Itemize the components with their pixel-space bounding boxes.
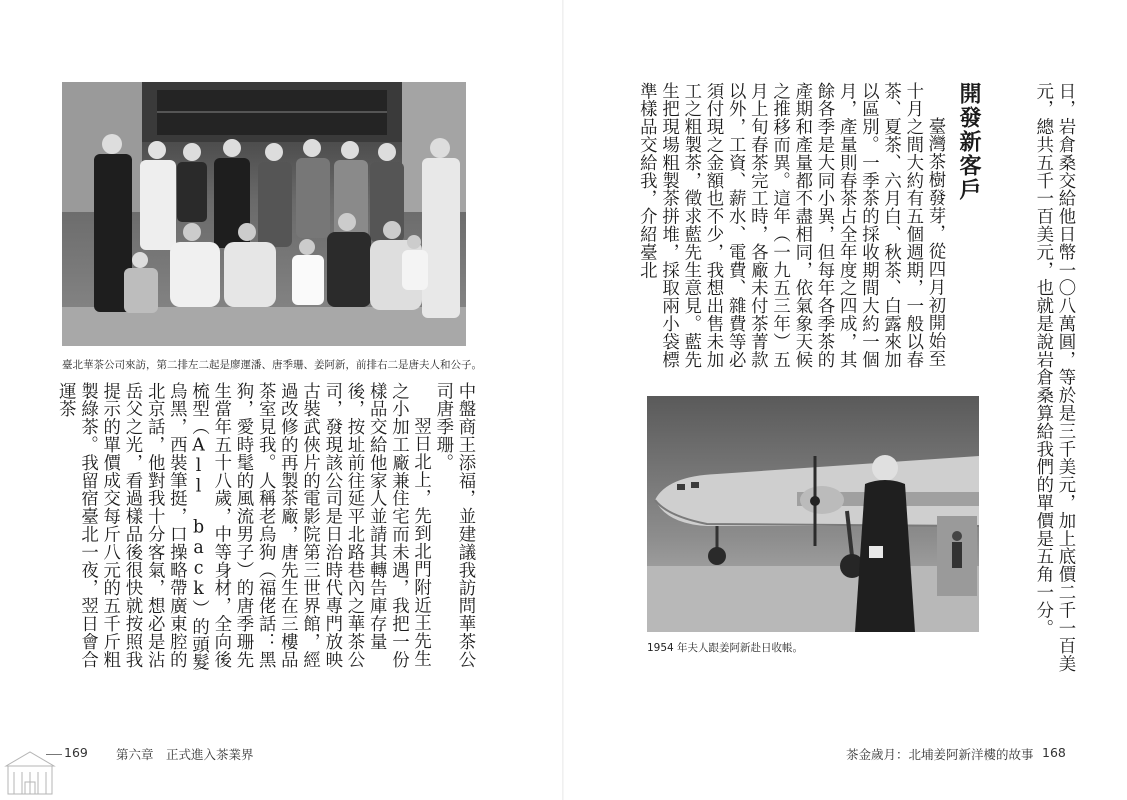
footer-rule-left [46,754,62,755]
right-body-text [636,82,946,382]
left-page [0,0,563,800]
airplane-photo [647,396,979,632]
airplane-photo-caption: 1954 年夫人跟姜阿新赴日收帳。 [647,642,804,654]
right-paragraph: 臺灣茶樹發芽，從四月初開始至十月之間大約有五個週期，一般以春茶、夏茶、六月白、秋茶、白露來加以區別。一季茶的採收期間大約一個月，產量則春茶占全年度之四成，其餘各季是大同小異，但每年各季茶的產期和產量都不盡相同，依氣象天候之推移而異。這年（一九五三年）五月上旬春茶完工時，各廠未付茶菁款以外，工資、薪水、電費、雜費等必須付現之金額也不少，我想出售未加工之粗製茶，徵求藍先生意見。藍先生把現場粗製茶拼堆，採取兩小袋標準樣品交給我，介紹臺北 [636,82,945,369]
building-logo-icon [4,748,56,800]
right-page [564,0,1127,800]
left-paragraph-2: 翌日北上，先到北門附近王先生之小加工廠兼住宅而未遇，我把一份樣品交給他家人並請其轉告庫存量後，按址前往延平北路巷內之華茶公司，發現該公司是日治時代專門放映古裝武俠片的電影院第三世界館，經過改修的再製茶廠，唐先生在三樓品茶室見我。人稱老烏狗（福佬話：黑狗，愛時髦的風流男子）的唐季珊先生當年五十八歲，中等身材，全向後梳型（All back）的頭髮烏黑，西裝筆挺，口操略帶廣東腔的北京話，他對我十分客氣，想必是沾岳父之光，看過樣品後很快就按照我提示的單價成交每斤八元的五千斤粗製綠茶。我留宿臺北一夜，翌日會合運茶 [55,382,431,672]
book-title: 茶金歲月：北埔姜阿新洋樓的故事 [846,747,1034,762]
section-heading: 開發新客戶 [956,82,981,202]
chapter-title: 第六章 正式進入茶業界 [116,747,254,762]
group-photo [62,82,466,346]
left-paragraph-1: 中盤商王添福，並建議我訪問華茶公司唐季珊。 [432,382,475,669]
left-page-number: 169 [64,745,88,760]
right-intro-text: 日，岩倉桑交給他日幣一〇八萬圓，等於是三千美元，加上底價二千一百美元，總共五千一百美元，也就是說岩倉桑算給我們的單價是五角一分。 [1032,82,1075,673]
right-page-number: 168 [1042,745,1066,760]
left-body-text [55,382,476,682]
group-photo-caption: 臺北華茶公司來訪，第二排左二起是廖運潘、唐季珊、姜阿新，前排右二是唐夫人和公子。 [62,359,482,371]
